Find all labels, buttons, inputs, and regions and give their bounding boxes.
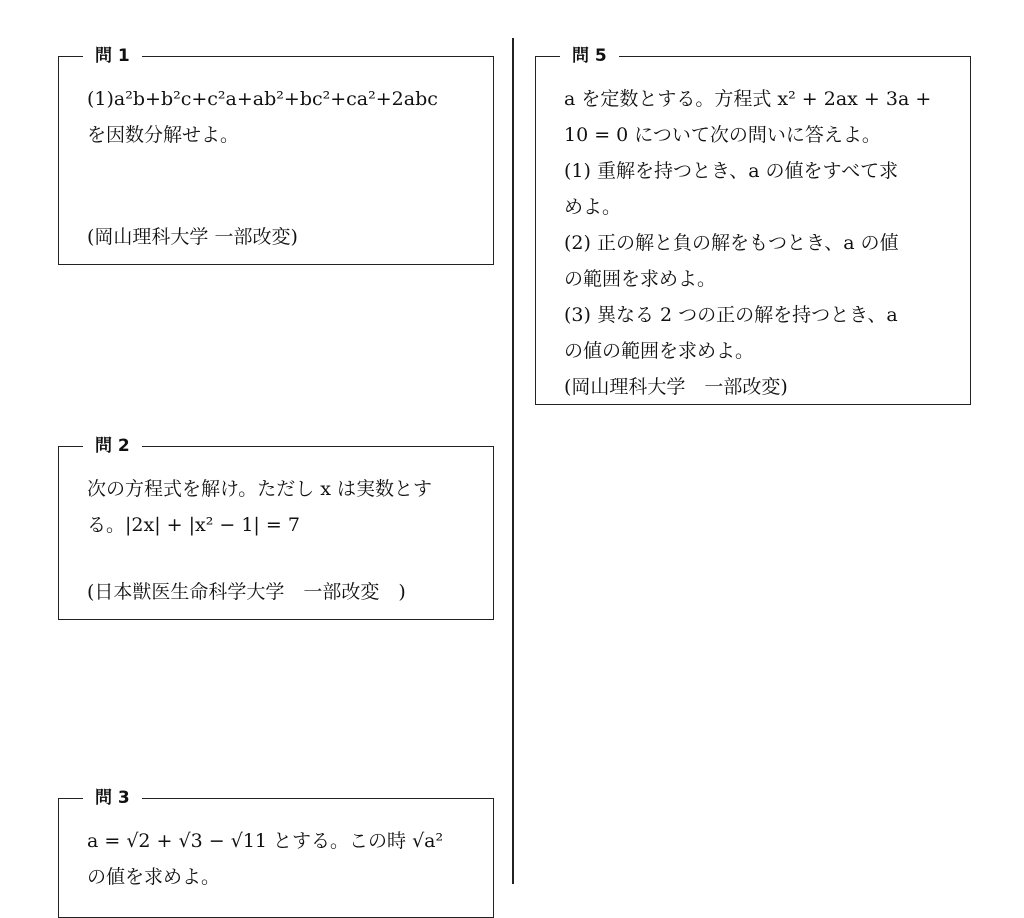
problem-2-title: 問 2 <box>83 434 142 458</box>
problem-1-line: を因数分解せよ。 <box>87 124 240 146</box>
problem-1-line: (1)a²b+b²c+c²a+ab²+bc²+ca²+2abc <box>87 88 438 110</box>
problem-5-line: めよ。 <box>564 196 622 218</box>
problem-1-text <box>87 81 479 153</box>
problem-5-line: の値の範囲を求めよ。 <box>564 340 755 362</box>
problem-3-line: a = √2 + √3 − √11 とする。この時 √a² <box>87 830 444 852</box>
problem-5-line: の範囲を求めよ。 <box>564 268 717 290</box>
problem-5-box <box>535 46 971 405</box>
problem-3-line: の値を求めよ。 <box>87 866 221 888</box>
problem-2-source: (日本獣医生命科学大学 一部改変 ) <box>87 581 406 603</box>
problem-2-line: 次の方程式を解け。ただし x は実数とす <box>87 478 433 500</box>
problem-3-box <box>58 788 494 918</box>
problem-5-line: (1) 重解を持つとき、a の値をすべて求 <box>564 160 899 182</box>
problem-3-title: 問 3 <box>83 786 142 810</box>
problem-5-title: 問 5 <box>560 44 619 68</box>
problem-5-line: (3) 異なる 2 つの正の解を持つとき、a <box>564 304 898 326</box>
problem-1-box <box>58 46 494 265</box>
problem-2-text <box>87 471 479 543</box>
problem-5-line: 10 = 0 について次の問いに答えよ。 <box>564 124 881 146</box>
problem-1-title: 問 1 <box>83 44 142 68</box>
problem-2-line: る。|2x| + |x² − 1| = 7 <box>87 514 300 536</box>
problem-5-text <box>564 81 956 405</box>
problem-1-source: (岡山理科大学 一部改変) <box>87 226 298 248</box>
problem-3-text <box>87 823 479 895</box>
column-divider <box>512 38 514 884</box>
problem-2-box <box>58 436 494 620</box>
problem-5-line: (2) 正の解と負の解をもつとき、a の値 <box>564 232 899 254</box>
problem-5-source: (岡山理科大学 一部改変) <box>564 376 788 398</box>
problem-5-line: a を定数とする。方程式 x² + 2ax + 3a + <box>564 88 932 110</box>
